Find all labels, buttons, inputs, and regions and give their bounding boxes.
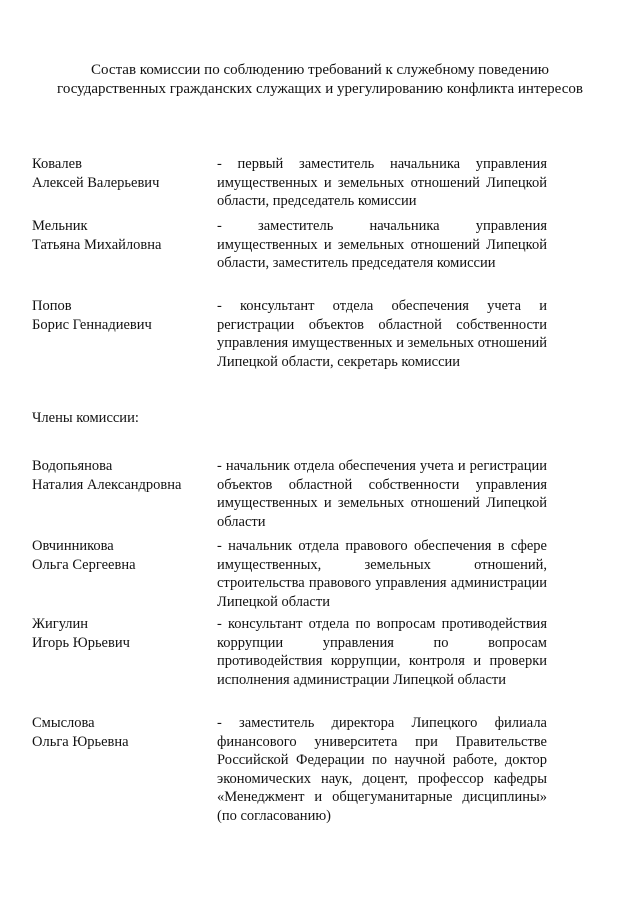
person-surname: Мельник	[32, 218, 88, 234]
person-given-names: Ольга Юрьевна	[32, 733, 129, 750]
person-role: - консультант отдела обеспечения учета и регистрации объектов областной собственности управления имущественных и земельных отношений Липецкой области, секретарь комиссии	[217, 298, 547, 370]
person-role: - первый заместитель начальника управления имущественных и земельных отношений Липецкой области, председатель комиссии	[217, 156, 547, 209]
person-role: - заместитель директора Липецкого филиала финансового университета при Правительстве Российской Федерации по научной работе, доктор экономических наук, доцент, профессор кафедры «Менеджмент и общегуманитарные дисциплины» (по согласованию)	[217, 715, 547, 824]
person-role: - консультант отдела по вопросам противодействия коррупции управления по вопросам противодействия коррупции, контроля и проверки исполнения администрации Липецкой области	[217, 616, 547, 688]
person-surname: Овчинникова	[32, 538, 114, 554]
person-name	[32, 714, 212, 751]
person-given-names: Ольга Сергеевна	[32, 556, 136, 573]
person-surname: Смыслова	[32, 715, 95, 731]
person-given-names: Татьяна Михайловна	[32, 236, 162, 253]
person-given-names: Борис Геннадиевич	[32, 316, 152, 333]
person-name	[32, 217, 212, 254]
person-role: - заместитель начальника управления имущественных и земельных отношений Липецкой области, заместитель председателя комиссии	[217, 218, 547, 271]
document-title: Состав комиссии по соблюдению требований к служебному поведению государственных гражданских служащих и урегулированию конфликта интересов	[57, 62, 583, 97]
person-surname: Водопьянова	[32, 458, 113, 474]
members-heading: Члены комиссии:	[32, 410, 139, 426]
person-given-names: Наталия Александровна	[32, 476, 182, 493]
person-surname: Ковалев	[32, 156, 82, 172]
person-name	[32, 537, 212, 574]
person-role: - начальник отдела обеспечения учета и регистрации объектов областной собственности управления имущественных и земельных отношений Липецкой области	[217, 458, 547, 530]
person-name	[32, 155, 212, 192]
person-surname: Жигулин	[32, 616, 89, 632]
person-role: - начальник отдела правового обеспечения в сфере имущественных, земельных отношений, строительства правового управления администрации Липецкой области	[217, 538, 547, 610]
person-surname: Попов	[32, 298, 72, 314]
person-name	[32, 457, 212, 494]
person-name	[32, 297, 212, 334]
person-given-names: Алексей Валерьевич	[32, 174, 160, 191]
person-name	[32, 615, 212, 652]
person-given-names: Игорь Юрьевич	[32, 634, 130, 651]
